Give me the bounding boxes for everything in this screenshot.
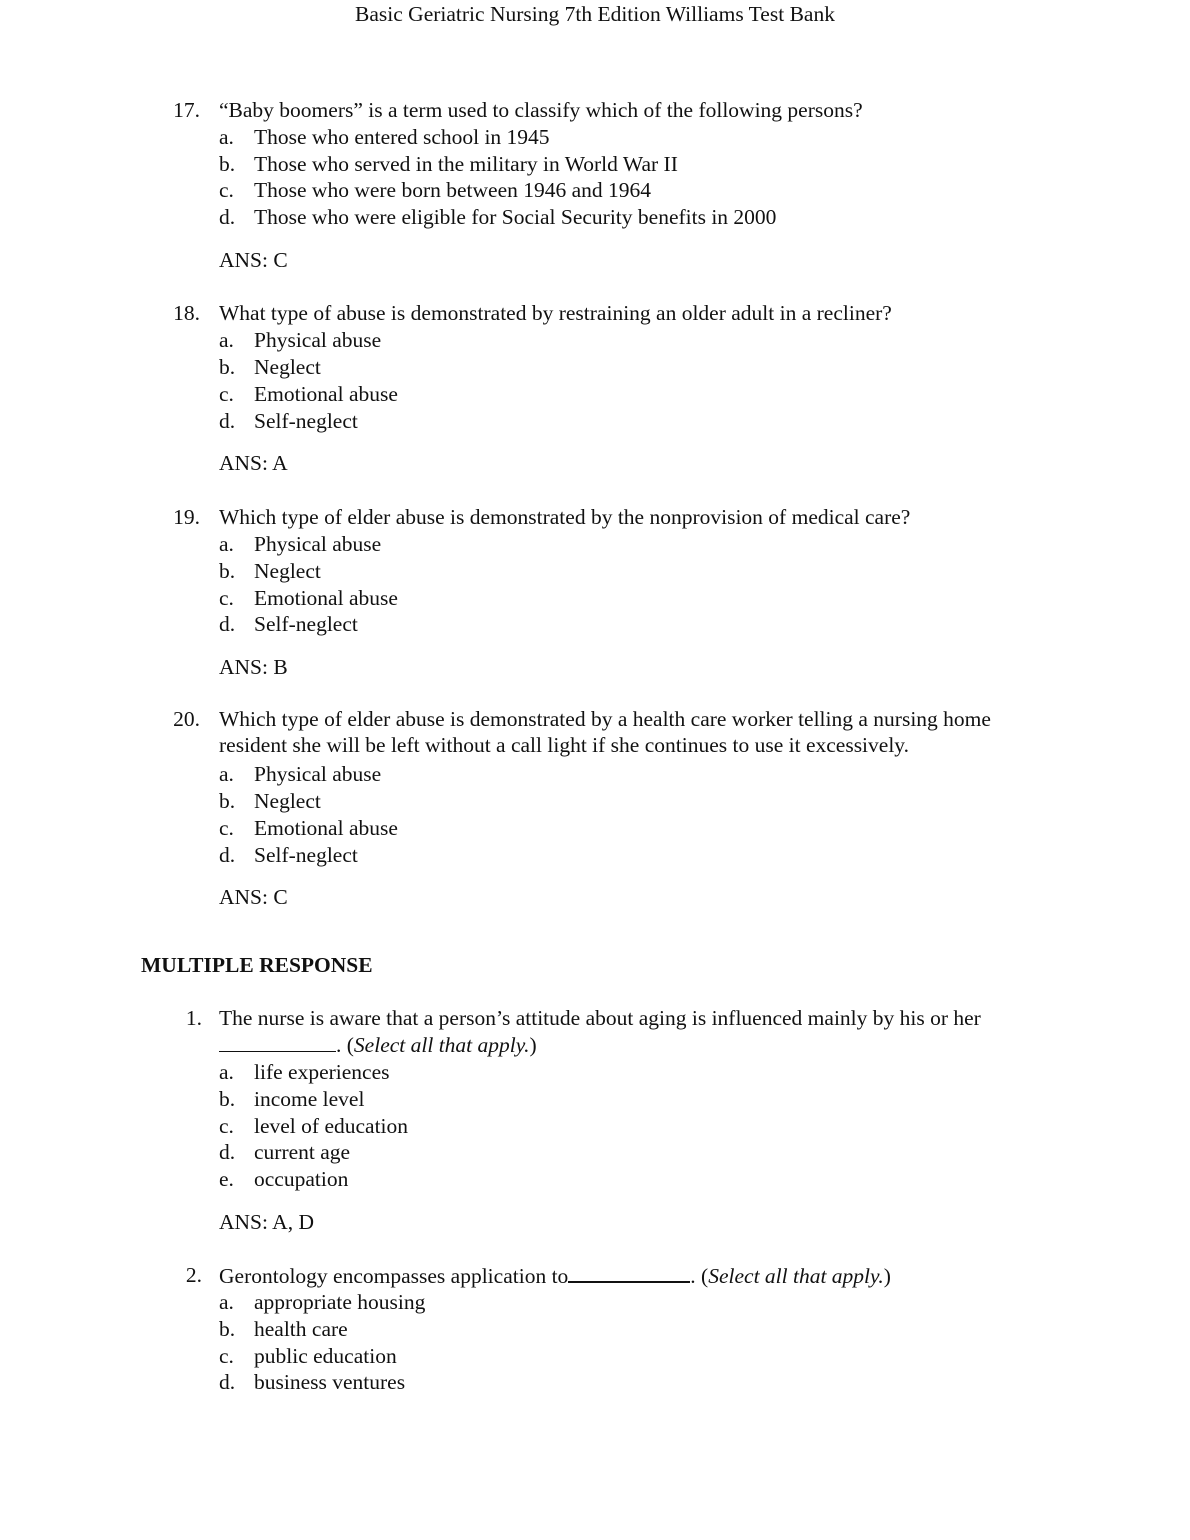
option-text: appropriate housing [254, 1290, 426, 1314]
question-stem-line-1: Which type of elder abuse is demonstrated by a health care worker telling a nursing home [219, 707, 991, 731]
option-letter: b. [219, 1087, 236, 1111]
option-letter: d. [219, 205, 236, 229]
option-text: life experiences [254, 1060, 390, 1084]
option-letter: b. [219, 559, 236, 583]
answer-key: ANS: B [219, 655, 288, 679]
option-letter: c. [219, 1344, 234, 1368]
question-stem-line-1: The nurse is aware that a person’s attitude about aging is influenced mainly by his or her [219, 1006, 981, 1030]
option-letter: d. [219, 843, 236, 867]
option-text: Emotional abuse [254, 382, 398, 406]
question-number: 2. [185, 1263, 202, 1287]
option-text: Physical abuse [254, 328, 382, 352]
option-text: Self-neglect [254, 612, 358, 636]
option-text: Emotional abuse [254, 586, 398, 610]
option-letter: b. [219, 355, 236, 379]
option-text: Those who were born between 1946 and 1964 [254, 178, 652, 202]
question-stem [219, 1263, 891, 1289]
option-text: level of education [254, 1114, 409, 1138]
option-letter: c. [219, 382, 234, 406]
stem-punctuation: ) [883, 1264, 891, 1288]
option-letter: e. [219, 1167, 234, 1191]
option-letter: d. [219, 1140, 236, 1164]
option-letter: d. [219, 409, 236, 433]
fill-in-blank [219, 1033, 336, 1052]
option-text: health care [254, 1317, 348, 1341]
question-number: 20. [173, 707, 200, 731]
answer-key: ANS: C [219, 248, 288, 272]
option-text: income level [254, 1087, 365, 1111]
option-letter: a. [219, 532, 234, 556]
option-text: current age [254, 1140, 351, 1164]
stem-punctuation: . ( [336, 1033, 354, 1057]
option-text: Physical abuse [254, 762, 382, 786]
option-text: Those who served in the military in World War II [254, 152, 678, 176]
answer-key: ANS: C [219, 885, 288, 909]
question-stem: What type of abuse is demonstrated by restraining an older adult in a recliner? [219, 301, 892, 325]
fill-in-blank [568, 1263, 690, 1283]
stem-punctuation: . ( [690, 1264, 709, 1288]
option-text: Self-neglect [254, 843, 358, 867]
option-text: Self-neglect [254, 409, 358, 433]
question-stem-line-2 [219, 1033, 537, 1058]
option-text: Neglect [254, 355, 321, 379]
stem-text: Gerontology encompasses application to [219, 1264, 569, 1288]
question-stem: “Baby boomers” is a term used to classify which of the following persons? [219, 98, 863, 122]
option-letter: b. [219, 789, 236, 813]
option-letter: b. [219, 152, 236, 176]
question-number: 19. [173, 505, 200, 529]
option-text: Emotional abuse [254, 816, 398, 840]
option-letter: a. [219, 762, 234, 786]
option-letter: a. [219, 328, 234, 352]
option-text: Neglect [254, 559, 321, 583]
section-heading-multiple-response: MULTIPLE RESPONSE [141, 953, 373, 977]
option-letter: c. [219, 1114, 234, 1138]
question-number: 17. [173, 98, 200, 122]
stem-punctuation: ) [529, 1033, 537, 1057]
option-text: occupation [254, 1167, 349, 1191]
question-number: 1. [185, 1006, 202, 1030]
option-letter: c. [219, 178, 234, 202]
option-text: Those who were eligible for Social Security benefits in 2000 [254, 205, 777, 229]
question-stem: Which type of elder abuse is demonstrated by the nonprovision of medical care? [219, 505, 911, 529]
answer-key: ANS: A, D [219, 1210, 314, 1234]
option-letter: b. [219, 1317, 236, 1341]
option-text: Physical abuse [254, 532, 382, 556]
question-stem-line-2: resident she will be left without a call light if she continues to use it excessively. [219, 733, 910, 757]
page-header-title: Basic Geriatric Nursing 7th Edition Williams Test Bank [355, 2, 835, 26]
option-text: business ventures [254, 1370, 406, 1394]
option-text: public education [254, 1344, 397, 1368]
option-letter: a. [219, 125, 234, 149]
option-letter: d. [219, 612, 236, 636]
answer-key: ANS: A [219, 451, 288, 475]
select-all-instruction: Select all that apply. [708, 1264, 884, 1288]
option-text: Neglect [254, 789, 321, 813]
option-letter: c. [219, 586, 234, 610]
option-letter: a. [219, 1060, 234, 1084]
option-letter: d. [219, 1370, 236, 1394]
select-all-instruction: Select all that apply. [353, 1033, 530, 1057]
option-letter: c. [219, 816, 234, 840]
option-text: Those who entered school in 1945 [254, 125, 550, 149]
question-number: 18. [173, 301, 200, 325]
option-letter: a. [219, 1290, 234, 1314]
